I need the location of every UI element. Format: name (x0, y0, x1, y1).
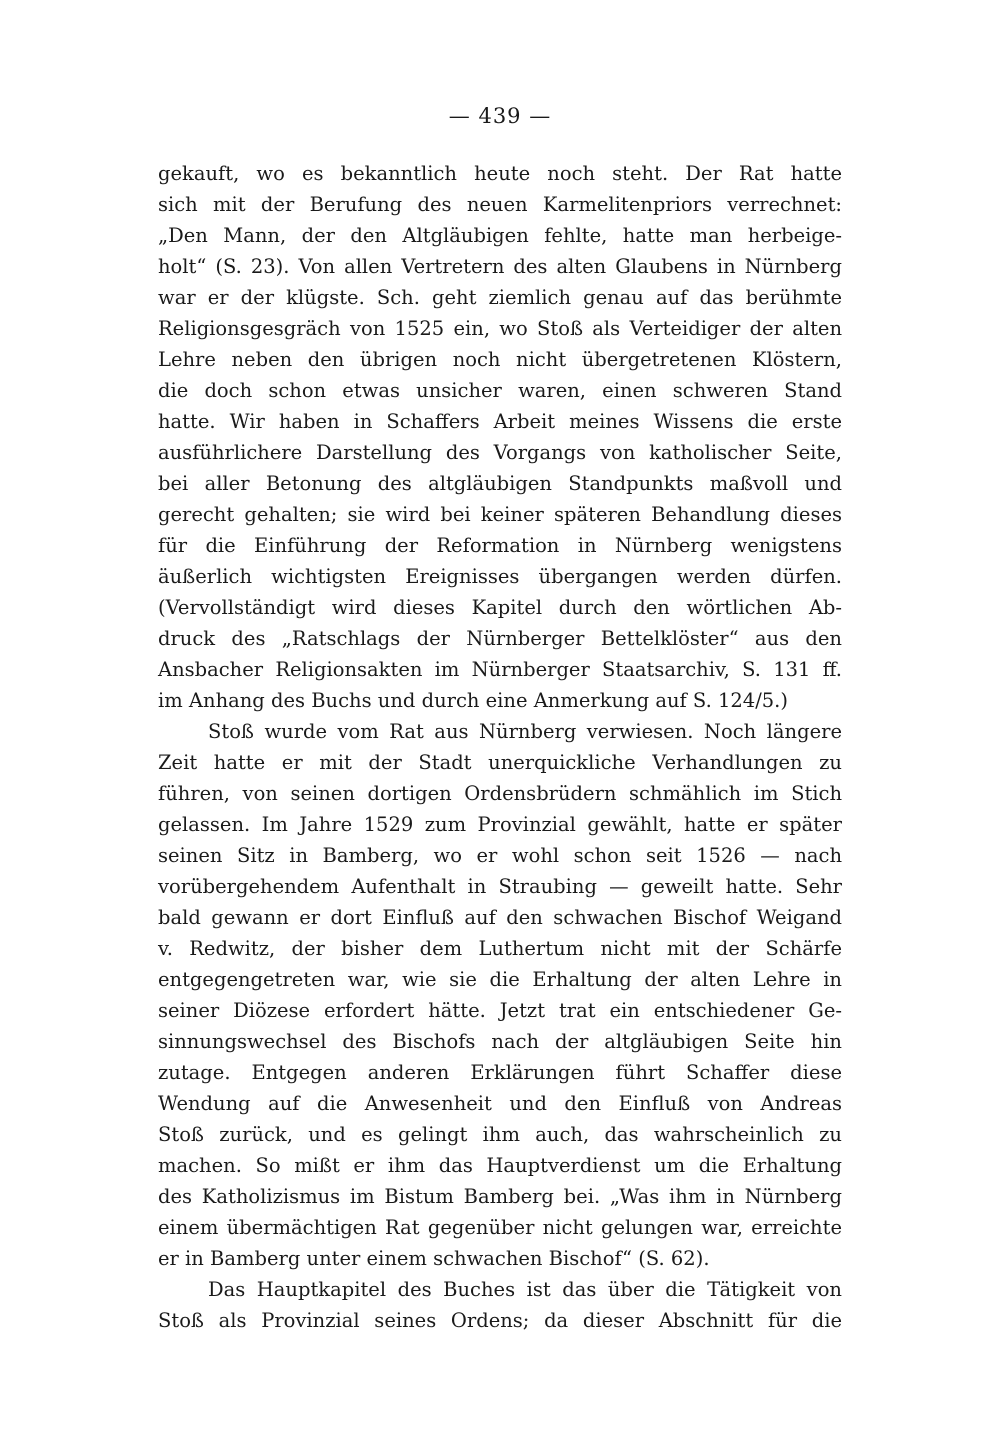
text-line: führen, von seinen dortigen Ordensbrüdern schmählich im Stich (158, 782, 842, 805)
text-line: gelassen. Im Jahre 1529 zum Provinzial gewählt, hatte er später (158, 813, 842, 836)
text-line: v. Redwitz, der bisher dem Luthertum nicht mit der Schärfe (158, 937, 842, 960)
text-line: ausführlichere Darstellung des Vorgangs von katholischer Seite, (158, 441, 842, 464)
text-line: im Anhang des Buchs und durch eine Anmerkung auf S. 124/5.) (158, 689, 788, 712)
text-line: machen. So mißt er ihm das Hauptverdienst um die Erhaltung (158, 1154, 842, 1177)
body-text (158, 158, 842, 1336)
text-line: entgegengetreten war, wie sie die Erhaltung der alten Lehre in (158, 968, 842, 991)
text-line: für die Einführung der Reformation in Nürnberg wenigstens (158, 534, 842, 557)
text-line: „Den Mann, der den Altgläubigen fehlte, hatte man herbeige- (158, 224, 842, 247)
text-line: gerecht gehalten; sie wird bei keiner späteren Behandlung dieses (158, 503, 842, 526)
text-line: druck des „Ratschlags der Nürnberger Bettelklöster“ aus den (158, 627, 842, 650)
text-line: Lehre neben den übrigen noch nicht übergetretenen Klöstern, (158, 348, 842, 371)
text-line: holt“ (S. 23). Von allen Vertretern des alten Glaubens in Nürnberg (158, 255, 842, 278)
text-line: war er der klügste. Sch. geht ziemlich genau auf das berühmte (158, 286, 842, 309)
text-line: sich mit der Berufung des neuen Karmelitenpriors verrechnet: (158, 193, 842, 216)
text-line: Stoß zurück, und es gelingt ihm auch, das wahrscheinlich zu (158, 1123, 842, 1146)
text-line: Religionsgesgräch von 1525 ein, wo Stoß als Verteidiger der alten (158, 317, 842, 340)
text-line: seiner Diözese erfordert hätte. Jetzt trat ein entschiedener Ge- (158, 999, 842, 1022)
text-line: zutage. Entgegen anderen Erklärungen führt Schaffer diese (158, 1061, 842, 1084)
text-line: bald gewann er dort Einfluß auf den schwachen Bischof Weigand (158, 906, 842, 929)
text-line: einem übermächtigen Rat gegenüber nicht gelungen war, erreichte (158, 1216, 842, 1239)
text-line: gekauft, wo es bekanntlich heute noch steht. Der Rat hatte (158, 162, 842, 185)
text-line: des Katholizismus im Bistum Bamberg bei. „Was ihm in Nürnberg (158, 1185, 842, 1208)
text-line: (Vervollständigt wird dieses Kapitel durch den wörtlichen Ab- (158, 596, 842, 619)
text-line: sinnungswechsel des Bischofs nach der altgläubigen Seite hin (158, 1030, 842, 1053)
text-line: Das Hauptkapitel des Buches ist das über die Tätigkeit von (208, 1278, 842, 1301)
text-line: seinen Sitz in Bamberg, wo er wohl schon seit 1526 — nach (158, 844, 842, 867)
text-line: hatte. Wir haben in Schaffers Arbeit meines Wissens die erste (158, 410, 842, 433)
text-line: bei aller Betonung des altgläubigen Standpunkts maßvoll und (158, 472, 842, 495)
text-line: Stoß als Provinzial seines Ordens; da dieser Abschnitt für die (158, 1309, 842, 1332)
text-line: er in Bamberg unter einem schwachen Bischof“ (S. 62). (158, 1247, 710, 1270)
text-line: die doch schon etwas unsicher waren, einen schweren Stand (158, 379, 842, 402)
text-line: Wendung auf die Anwesenheit und den Einfluß von Andreas (158, 1092, 842, 1115)
text-line: äußerlich wichtigsten Ereignisses übergangen werden dürfen. (158, 565, 842, 588)
page-number: — 439 — (448, 104, 552, 128)
text-line: Zeit hatte er mit der Stadt unerquickliche Verhandlungen zu (158, 751, 842, 774)
text-line: vorübergehendem Aufenthalt in Straubing — geweilt hatte. Sehr (158, 875, 842, 898)
text-line: Stoß wurde vom Rat aus Nürnberg verwiesen. Noch längere (208, 720, 842, 743)
text-line: Ansbacher Religionsakten im Nürnberger Staatsarchiv, S. 131 ff. (158, 658, 842, 681)
